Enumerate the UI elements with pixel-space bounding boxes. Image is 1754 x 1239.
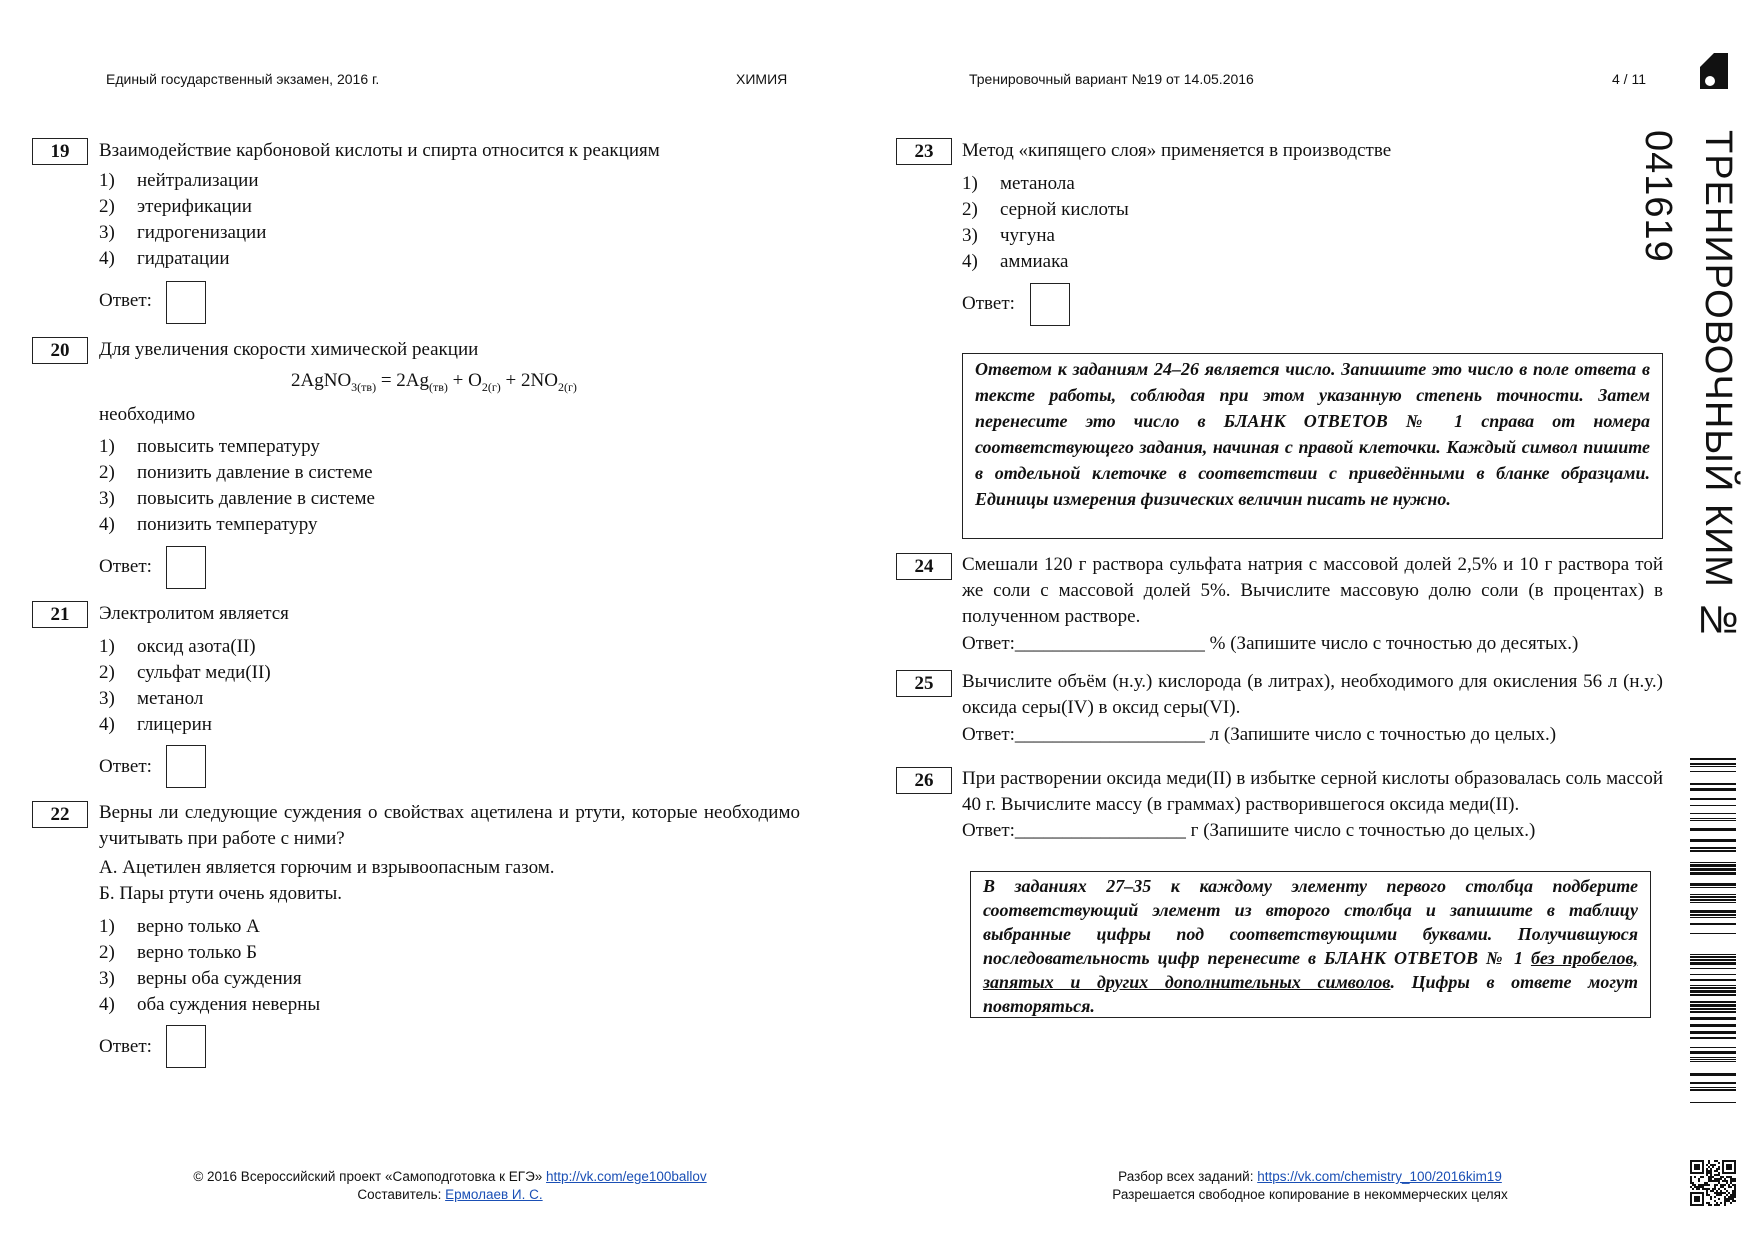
author-link[interactable]: Ермолаев И. С. xyxy=(445,1187,543,1202)
question-number-25: 25 xyxy=(896,670,952,697)
answer-label-20: Ответ: xyxy=(99,556,152,577)
option-19-4[interactable]: 4) гидратации xyxy=(99,248,230,269)
answer-label-19: Ответ: xyxy=(99,290,152,311)
answer-line-26[interactable]: Ответ:__________________ г (Запишите число с точностью до целых.) xyxy=(962,820,1536,841)
answer-line-25[interactable]: Ответ:____________________ л (Запишите число с точностью до целых.) xyxy=(962,724,1557,745)
reaction-equation: 2AgNO$_{3(тв)}$ = $2Ag_{(тв)} + O_{2(г)} + 2NO_{2(г)}$ xyxy=(291,370,577,394)
answer-label-22: Ответ: xyxy=(99,1036,152,1057)
option-23-4[interactable]: 4) аммиака xyxy=(962,251,1069,272)
header-variant: Тренировочный вариант №19 от 14.05.2016 xyxy=(969,71,1254,87)
question-text-21: Электролитом является xyxy=(99,603,289,624)
question-number-22: 22 xyxy=(32,801,88,828)
footer-solutions: Разбор всех заданий: https://vk.com/chemistry_100/2016kim19 xyxy=(1118,1169,1502,1184)
option-22-1[interactable]: 1) верно только А xyxy=(99,916,260,937)
instruction-box-27-35: В заданиях 27–35 к каждому элементу первого столбца подберите соответствующий элемент из второго столбца и запишите в таблицу выбранные цифры под соответствующими буквами. Получившуюся последовательность цифр перенесите в БЛАНК ОТВЕТОВ № 1 без пробелов, запятых и других дополнительных символов. Цифры в ответе могут повторяться. xyxy=(970,871,1651,1018)
question-text-20: Для увеличения скорости химической реакции xyxy=(99,339,479,360)
header-exam: Единый государственный экзамен, 2016 г. xyxy=(106,71,380,87)
header-subject: ХИМИЯ xyxy=(736,71,788,87)
option-22-2[interactable]: 2) верно только Б xyxy=(99,942,258,963)
question-text-23: Метод «кипящего слоя» применяется в производстве xyxy=(962,140,1392,161)
footer-author: Составитель: Ермолаев И. С. xyxy=(357,1187,543,1202)
option-21-3[interactable]: 3) метанол xyxy=(99,688,204,709)
footer-left xyxy=(150,1168,750,1204)
option-23-3[interactable]: 3) чугуна xyxy=(962,225,1055,246)
answer-box-22[interactable] xyxy=(166,1025,206,1068)
question-number-21: 21 xyxy=(32,601,88,628)
option-19-2[interactable]: 2) этерификации xyxy=(99,196,252,217)
option-21-1[interactable]: 1) оксид азота(II) xyxy=(99,636,256,657)
option-23-2[interactable]: 2) серной кислоты xyxy=(962,199,1129,220)
question-number-26: 26 xyxy=(896,767,952,794)
option-20-1[interactable]: 1) повысить температуру xyxy=(99,436,320,457)
footer-right xyxy=(1010,1168,1610,1204)
qr-code-icon xyxy=(1690,1160,1736,1206)
barcode-icon xyxy=(1690,758,1736,1110)
solutions-link[interactable]: https://vk.com/chemistry_100/2016kim19 xyxy=(1257,1169,1502,1184)
footer-project: © 2016 Всероссийский проект «Самоподготовка к ЕГЭ» http://vk.com/ege100ballov xyxy=(193,1169,707,1184)
option-21-2[interactable]: 2) сульфат меди(II) xyxy=(99,662,271,683)
question-number-19: 19 xyxy=(32,138,88,165)
statement-b: Б. Пары ртути очень ядовиты. xyxy=(99,883,343,904)
option-20-4[interactable]: 4) понизить температуру xyxy=(99,514,318,535)
question-text-22: Верны ли следующие суждения о свойствах ацетилена и ртути, которые необходимо учитывать при работе с ними? xyxy=(99,802,800,849)
option-20-3[interactable]: 3) повысить давление в системе xyxy=(99,488,375,509)
question-number-24: 24 xyxy=(896,553,952,580)
answer-line-24[interactable]: Ответ:____________________ % (Запишите число с точностью до десятых.) xyxy=(962,633,1579,654)
answer-box-23[interactable] xyxy=(1030,283,1070,326)
answer-label-21: Ответ: xyxy=(99,756,152,777)
question-text-26: При растворении оксида меди(II) в избытке серной кислоты образовалась соль массой 40 г. Вычислите массу (в граммах) растворившегося оксида меди(II). xyxy=(962,768,1663,815)
option-19-3[interactable]: 3) гидрогенизации xyxy=(99,222,267,243)
question-number-20: 20 xyxy=(32,337,88,364)
question-text-24: Смешали 120 г раствора сульфата натрия с массовой долей 2,5% и 10 г раствора той же соли с массовой долей 5%. Вычислите массовую долю соли (в процентах) в полученном растворе. xyxy=(962,554,1663,627)
statement-a: А. Ацетилен является горючим и взрывоопасным газом. xyxy=(99,857,555,878)
question-text-19: Взаимодействие карбоновой кислоты и спирта относится к реакциям xyxy=(99,140,660,161)
answer-box-19[interactable] xyxy=(166,281,206,324)
answer-box-20[interactable] xyxy=(166,546,206,589)
option-22-3[interactable]: 3) верны оба суждения xyxy=(99,968,302,989)
option-20-2[interactable]: 2) понизить давление в системе xyxy=(99,462,373,483)
answer-label-23: Ответ: xyxy=(962,293,1015,314)
header-page: 4 / 11 xyxy=(1612,71,1646,87)
logo-icon xyxy=(1700,53,1728,89)
question-number-23: 23 xyxy=(896,138,952,165)
option-21-4[interactable]: 4) глицерин xyxy=(99,714,212,735)
footer-copyright: Разрешается свободное копирование в некоммерческих целях xyxy=(1112,1187,1508,1202)
project-link[interactable]: http://vk.com/ege100ballov xyxy=(546,1169,707,1184)
question-text-20-cont: необходимо xyxy=(99,404,196,425)
option-19-1[interactable]: 1) нейтрализации xyxy=(99,170,259,191)
instruction-box-24-26: Ответом к заданиям 24–26 является число. Запишите это число в поле ответа в тексте работы, соблюдая при этом указанную степень точности. Затем перенесите это число в БЛАНК ОТВЕТОВ № 1 справа от номера соответствующего задания, начиная с правой клеточки. Каждый символ пишите в отдельной клеточке в соответствии с приведёнными в бланке образцами. Единицы измерения физических величин писать не нужно. xyxy=(962,353,1663,539)
option-22-4[interactable]: 4) оба суждения неверны xyxy=(99,994,321,1015)
sidebar-title: ТРЕНИРОВОЧНЫЙ КИМ № 041619 xyxy=(1637,130,1739,643)
question-text-25: Вычислите объём (н.у.) кислорода (в литрах), необходимого для окисления 56 л (н.у.) оксида серы(IV) в оксид серы(VI). xyxy=(962,671,1663,718)
answer-box-21[interactable] xyxy=(166,745,206,788)
option-23-1[interactable]: 1) метанола xyxy=(962,173,1075,194)
